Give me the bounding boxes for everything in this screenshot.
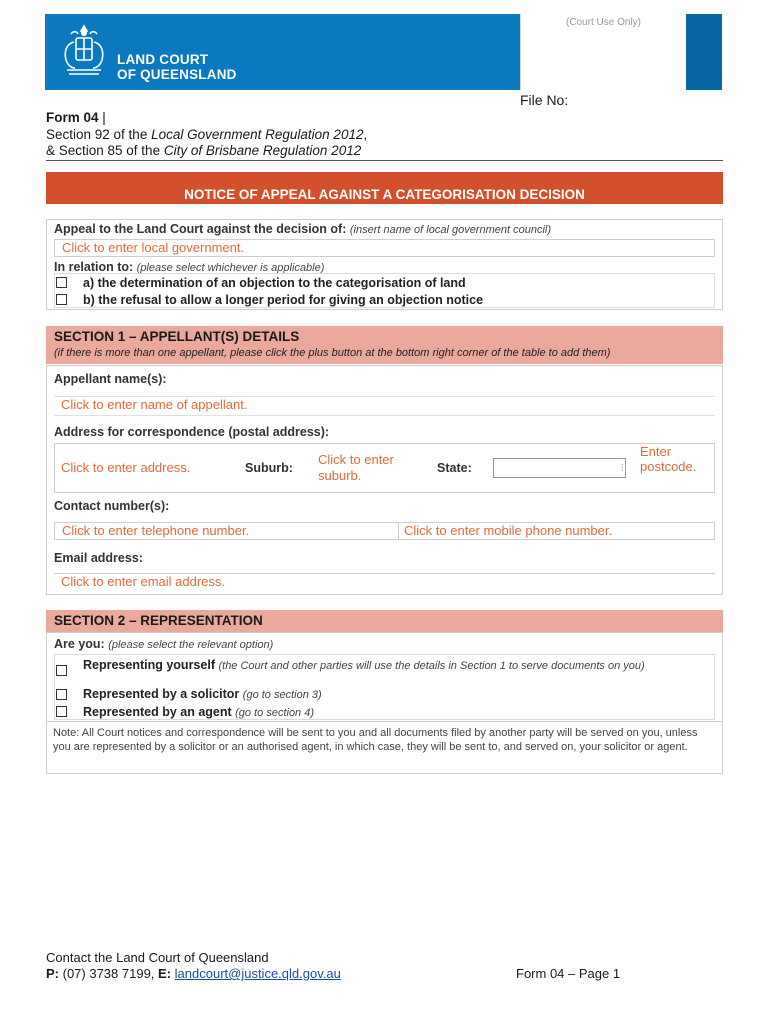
option-b-checkbox[interactable] — [56, 294, 67, 305]
option-a-checkbox[interactable] — [56, 277, 67, 288]
notice-title: NOTICE OF APPEAL AGAINST A CATEGORISATION DECISION — [184, 187, 585, 202]
section1-title: SECTION 1 – APPELLANT(S) DETAILS — [54, 329, 300, 344]
form-line3-prefix: & Section 85 of the — [46, 143, 164, 158]
notice-title-bar — [46, 172, 723, 204]
suburb-label: Suburb: — [245, 461, 293, 475]
footer-phone-label: P: — [46, 966, 59, 981]
court-use-only-label: (Court Use Only) — [565, 17, 641, 28]
relation-label — [54, 260, 324, 274]
suburb-input[interactable] — [311, 452, 426, 486]
state-dropdown-icon: ⁝ — [620, 462, 624, 474]
section2-title: SECTION 2 – REPRESENTATION — [54, 613, 263, 628]
are-you-label — [54, 637, 273, 651]
representing-yourself-text: Representing yourself — [83, 658, 215, 672]
mobile-input[interactable] — [398, 522, 715, 540]
form-separator: | — [98, 110, 106, 125]
option-b-label: b) the refusal to allow a longer period for giving an objection notice — [83, 293, 484, 307]
postcode-input[interactable] — [633, 444, 713, 490]
appeal-label-text: Appeal to the Land Court against the decision of: — [54, 222, 347, 236]
representing-yourself-hint: (the Court and other parties will use the details in Section 1 to serve documents on you) — [218, 660, 645, 672]
state-select[interactable] — [493, 458, 626, 478]
email-placeholder: Click to enter email address. — [61, 574, 226, 589]
appeal-label — [54, 222, 551, 236]
solicitor-checkbox[interactable] — [56, 689, 67, 700]
file-no-label: File No: — [520, 92, 569, 108]
form-line2-prefix: Section 92 of the — [46, 126, 152, 142]
address-label: Address for correspondence (postal address): — [54, 425, 330, 439]
agent-label — [83, 705, 314, 719]
court-name — [117, 52, 237, 82]
footer-phone: (07) 3738 7199, — [59, 966, 159, 981]
address-placeholder: Click to enter address. — [61, 460, 191, 475]
postcode-placeholder: Enter postcode. — [640, 444, 697, 474]
appeal-hint: (insert name of local government council) — [349, 224, 552, 236]
footer-contact-title: Contact the Land Court of Queensland — [46, 950, 269, 965]
solicitor-label — [83, 687, 322, 701]
section1-header — [46, 326, 723, 364]
form-number: Form 04 — [46, 110, 99, 125]
relation-hint: (please select whichever is applicable) — [136, 262, 325, 274]
page-number: Form 04 – Page 1 — [516, 966, 621, 981]
email-input[interactable] — [54, 573, 715, 591]
relation-label-text: In relation to: — [54, 260, 134, 274]
option-a-label: a) the determination of an objection to the categorisation of land — [83, 276, 466, 290]
telephone-placeholder: Click to enter telephone number. — [62, 523, 250, 538]
footer-email-link[interactable]: landcourt@justice.qld.gov.au — [174, 966, 341, 981]
state-label: State: — [437, 461, 472, 475]
local-government-input[interactable] — [54, 239, 715, 257]
court-name-line2: OF QUEENSLAND — [117, 67, 237, 82]
solicitor-text: Represented by a solicitor — [83, 687, 240, 701]
court-name-line1: LAND COURT — [117, 52, 209, 67]
form-title-divider — [46, 160, 723, 161]
form-line3-italic: City of Brisbane Regulation 2012 — [163, 143, 362, 158]
mobile-placeholder: Click to enter mobile phone number. — [404, 523, 613, 538]
footer-contact — [46, 950, 341, 982]
contact-label: Contact number(s): — [54, 499, 170, 513]
appellant-name-placeholder: Click to enter name of appellant. — [61, 397, 248, 412]
section2-header — [46, 610, 723, 632]
form-line2-italic: Local Government Regulation 2012 — [151, 126, 364, 142]
banner-stripe — [682, 14, 722, 90]
solicitor-hint: (go to section 3) — [242, 689, 322, 701]
queensland-crest-icon — [59, 22, 109, 82]
agent-hint: (go to section 4) — [235, 707, 315, 719]
form-title — [46, 110, 367, 160]
appellant-name-input[interactable] — [54, 396, 715, 416]
court-use-only-box — [520, 14, 686, 90]
section1-hint: (if there is more than one appellant, please click the plus button at the bottom right corner of the table to add them) — [54, 347, 611, 359]
are-you-hint: (please select the relevant option) — [108, 639, 274, 651]
representing-yourself-checkbox[interactable] — [56, 665, 67, 676]
suburb-placeholder: Click to enter suburb. — [318, 452, 394, 483]
email-label: Email address: — [54, 551, 143, 565]
appellant-label: Appellant name(s): — [54, 372, 167, 386]
are-you-label-text: Are you: — [54, 637, 105, 651]
agent-checkbox[interactable] — [56, 706, 67, 717]
representation-note: Note: All Court notices and correspondence will be sent to you and all documents filed by another party will be served on you, unless you are represented by a solicitor or an authorised agent, in which case, they will be sent to, and served on, your solicitor or agent. — [46, 721, 723, 774]
local-government-placeholder: Click to enter local government. — [62, 240, 245, 255]
form-line2-suffix: , — [363, 126, 368, 142]
telephone-input[interactable] — [54, 522, 399, 540]
address-input[interactable] — [54, 460, 239, 478]
representing-yourself-label — [83, 658, 713, 673]
agent-text: Represented by an agent — [83, 705, 232, 719]
footer-email-label: E: — [158, 966, 172, 981]
